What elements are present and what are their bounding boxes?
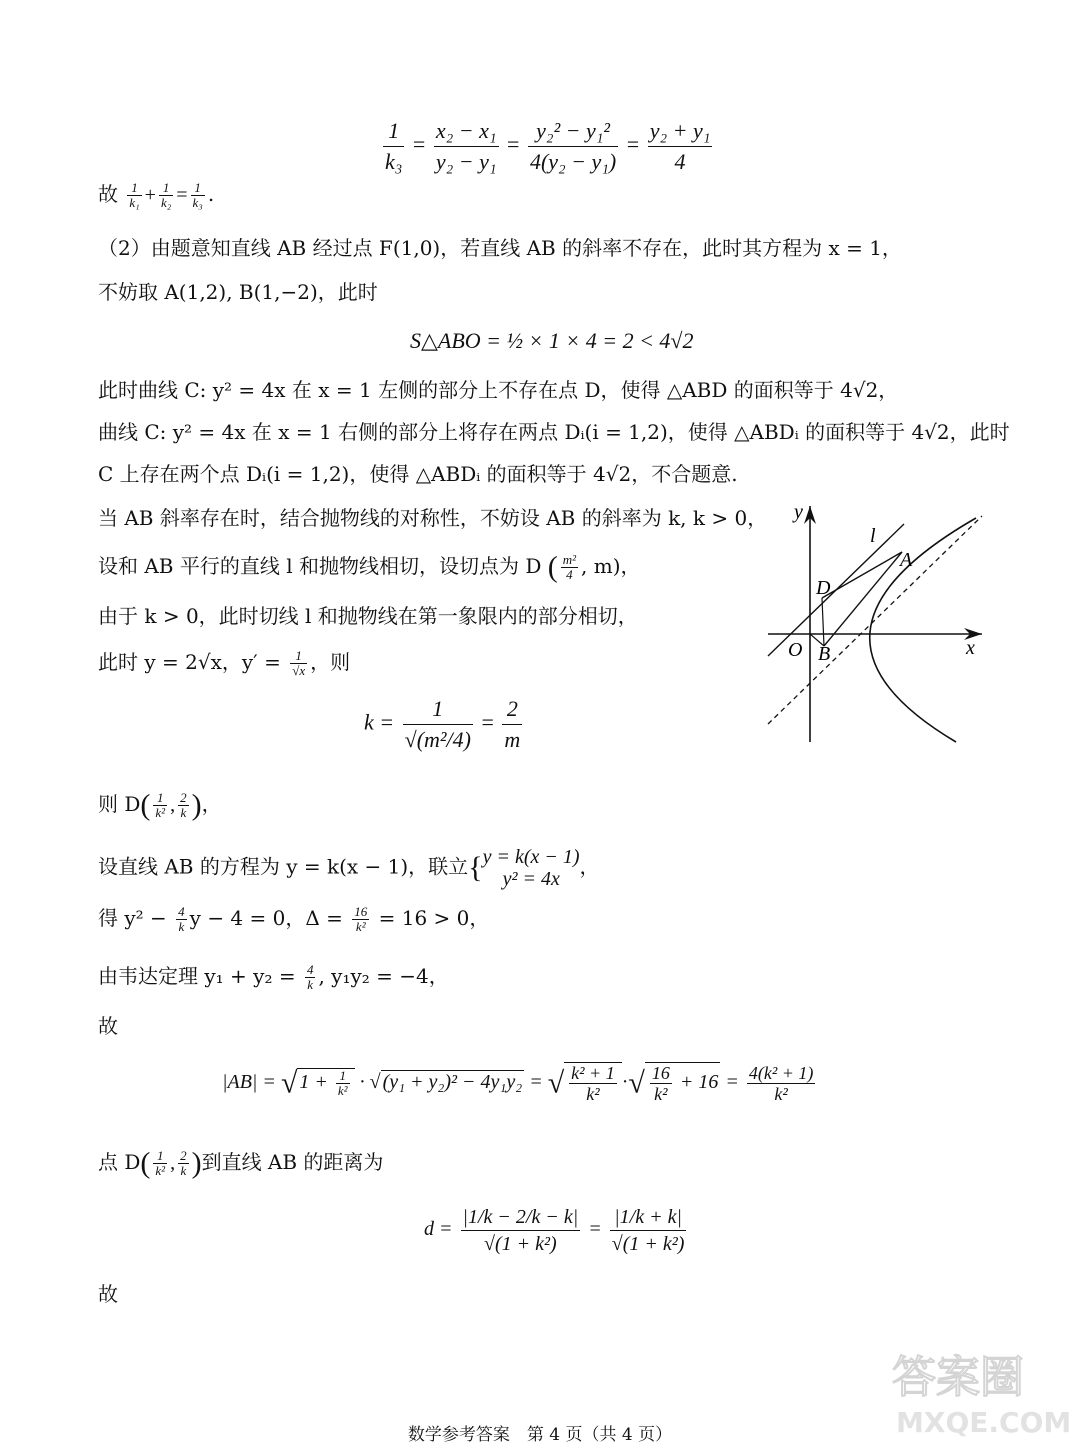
watermark-url: MXQE.COM xyxy=(896,1406,1072,1439)
text-segment: 设直线 AB 的方程为 y = k(x − 1)，联立 xyxy=(98,854,469,879)
frac-num: 1 xyxy=(153,1149,167,1164)
label-b: B xyxy=(818,643,831,665)
frac-num: 2 xyxy=(180,1148,187,1163)
text-segment: ，则 xyxy=(310,650,351,674)
label-x: x xyxy=(966,637,975,659)
frac-den: k xyxy=(180,805,187,820)
frac-num: 4 xyxy=(306,962,314,977)
text-segment: y − 4 = 0，Δ = xyxy=(189,906,350,930)
label-l: l xyxy=(870,525,876,547)
text-segment: d = xyxy=(424,1218,458,1241)
frac-den: k² xyxy=(774,1084,788,1104)
frac-num: 4 xyxy=(178,904,185,919)
text-line: 故 xyxy=(98,1014,118,1038)
derivative-line xyxy=(98,648,350,678)
text-line: 故 xyxy=(98,1282,118,1306)
frac-den: k₂ xyxy=(160,195,172,210)
equation-1-over-k3: $\frac{1}{\text{k₃}}$ = $\frac{\text{x₂ − x₁}}{\text{y₂ − y₁}}$ = $\frac{\text{y₂² − y₁²}}{\text{4(y₂ − y₁)}}$ = $\frac{\text{y₂ + y₁}}{4}$ xyxy=(380,116,715,177)
frac-num: 2 xyxy=(180,790,187,805)
frac-num: m² xyxy=(562,552,577,567)
equals: = xyxy=(475,709,500,735)
parabola-curve xyxy=(870,518,976,742)
area-equation: S△ABO = ½ × 1 × 4 = 2 < 4√2 xyxy=(410,328,694,353)
period: . xyxy=(207,182,215,206)
text-segment: , y₁y₂ = −4， xyxy=(318,964,449,988)
frac-num: |1/k − 2/k − k| xyxy=(461,1204,581,1231)
frac-den: √(m²/4) xyxy=(404,727,471,752)
frac-num: 16 xyxy=(354,904,368,919)
k-equation xyxy=(364,694,525,755)
frac-den: y₂ − y₁ xyxy=(435,149,497,174)
equals: = xyxy=(524,1071,548,1094)
frac-den: k₃ xyxy=(192,195,203,210)
frac-den: √(1 + k²) xyxy=(484,1233,557,1255)
frac-den: k xyxy=(178,919,185,934)
text-segment: , m)， xyxy=(581,554,641,578)
text-segment: ， xyxy=(201,792,222,816)
text-line: 不妨取 A(1,2), B(1,−2)，此时 xyxy=(98,280,378,304)
vieta-line xyxy=(98,962,449,992)
frac-num: 16 xyxy=(651,1063,670,1083)
text-segment: + 16 xyxy=(674,1071,719,1094)
frac-den: k² xyxy=(155,1163,166,1178)
tangent-point-line: 设和 AB 平行的直线 l 和抛物线相切，设切点为 D ( $\frac{\text{m²}}{4}$ , m)， xyxy=(98,550,641,584)
frac-den: k₃ xyxy=(385,149,403,174)
distance-equation xyxy=(424,1204,689,1257)
text-line: （2）由题意知直线 AB 经过点 F(1,0)，若直线 AB 的斜率不存在，此时其方程为 x = 1， xyxy=(98,236,902,260)
conclusion-line: 故 $\frac{1}{\text{k₁}}$ + $\frac{1}{\text{k₂}}$ = $\frac{1}{\text{k₃}}$ . xyxy=(98,180,215,210)
equals: = xyxy=(720,1071,744,1094)
text-line: 曲线 C: y² = 4x 在 x = 1 右侧的部分上将存在两点 Dᵢ(i = 1,2)，使得 △ABDᵢ 的面积等于 4√2，此时 xyxy=(98,420,1010,444)
frac-num: 1 xyxy=(403,694,473,725)
label-o: O xyxy=(788,639,803,661)
frac-num: |1/k + k| xyxy=(610,1204,687,1231)
text-line: C 上存在两个点 Dᵢ(i = 1,2)，使得 △ABDᵢ 的面积等于 4√2，不合题意. xyxy=(98,462,738,486)
text-line: 由于 k > 0，此时切线 l 和抛物线在第一象限内的部分相切， xyxy=(98,604,638,628)
frac-den: m xyxy=(504,727,521,752)
distance-intro-line: 点 D( $\frac{1}{\text{k²}}$ , $\frac{2}{k}$ )到直线 AB 的距离为 xyxy=(98,1146,384,1180)
system-line: 设直线 AB 的方程为 y = k(x − 1)，联立{ y = k(x − 1) y² = 4x ， xyxy=(98,846,600,890)
frac-den: k xyxy=(307,977,314,992)
text-segment: · xyxy=(354,1071,370,1094)
text-gu: 故 xyxy=(98,182,118,206)
frac-den: k² xyxy=(586,1084,600,1104)
frac-num: 1 xyxy=(383,116,404,147)
frac-den: 4 xyxy=(566,567,573,582)
frac-den: k₁ xyxy=(129,195,140,210)
text-segment: 设和 AB 平行的直线 l 和抛物线相切，设切点为 D xyxy=(98,554,542,578)
chord-ab xyxy=(824,552,902,646)
frac-den: k² xyxy=(355,919,366,934)
frac-den: √x xyxy=(292,663,306,678)
frac-den: √(1 + k²) xyxy=(611,1233,685,1255)
frac-num: 2 xyxy=(502,694,522,725)
sqrt-content: (y₁ + y₂)² − 4y₁y₂ xyxy=(382,1071,523,1094)
text-segment: 由韦达定理 y₁ + y₂ = xyxy=(98,964,302,988)
text-line: 当 AB 斜率存在时，结合抛物线的对称性，不妨设 AB 的斜率为 k, k > 0， xyxy=(98,506,768,530)
watermark-title: 答案圈 xyxy=(892,1352,1024,1403)
frac-den: 4(y₂ − y₁) xyxy=(529,149,617,174)
frac-num: 1 xyxy=(336,1069,350,1084)
text-segment: 得 y² − xyxy=(98,906,174,930)
text-segment: k = xyxy=(364,709,400,735)
frac-num: 4(k² + 1) xyxy=(748,1063,814,1083)
text-segment: 点 D xyxy=(98,1150,141,1174)
system-eq-1: y = k(x − 1) xyxy=(482,846,580,868)
quadratic-line xyxy=(98,904,489,934)
frac-den: 4 xyxy=(674,149,686,174)
frac-num: k² + 1 xyxy=(571,1063,615,1083)
frac-num: 1 xyxy=(159,181,173,196)
label-y: y xyxy=(794,501,803,523)
text-line: 此时曲线 C: y² = 4x 在 x = 1 左侧的部分上不存在点 D，使得 △ABD 的面积等于 4√2， xyxy=(98,378,899,402)
frac-den: k² xyxy=(654,1084,668,1104)
frac-den: k xyxy=(180,1163,187,1178)
text-segment: ， xyxy=(579,854,600,879)
frac-den: k² xyxy=(337,1083,348,1098)
ab-length-equation: |AB| = √ 1 + $\frac{1}{\text{k²}}$ · √ (y₁ + y₂)² − 4y₁y₂ = √ $\frac{\text{k² + 1}}{\text{k²}}$ ·√ $\frac{16}{\text{k²}}$ + 16 = $\frac{\text{4(k² + 1)}}{\text{k²}}$ xyxy=(222,1063,814,1104)
frac-num: x₂ − x₁ xyxy=(434,116,499,147)
frac-den: k² xyxy=(155,805,166,820)
text-segment: 则 D xyxy=(98,792,141,816)
label-d: D xyxy=(816,577,831,599)
text-segment: |AB| = xyxy=(222,1071,281,1094)
text-segment: 1 + xyxy=(299,1071,333,1094)
text-segment: 此时 y = 2√x，y′ = xyxy=(98,650,288,674)
frac-num: 1 xyxy=(153,791,167,806)
point-d-line: 则 D( $\frac{1}{\text{k²}}$ , $\frac{2}{k}$ )， xyxy=(98,788,222,822)
system-eq-2: y² = 4x xyxy=(502,868,560,890)
parabola-figure xyxy=(760,498,992,748)
frac-num: 1 xyxy=(191,181,205,196)
segment-db xyxy=(822,598,824,646)
frac-num: y₂ + y₁ xyxy=(648,116,713,147)
frac-num: y₂² − y₁² xyxy=(528,116,618,147)
frac-num: 1 xyxy=(127,181,141,196)
label-a: A xyxy=(900,549,913,571)
dashed-parallel-line xyxy=(768,516,982,724)
page-footer: 数学参考答案 第 4 页（共 4 页） xyxy=(407,1425,673,1445)
frac-num: 1 xyxy=(290,649,307,664)
text-segment: = 16 > 0， xyxy=(372,906,490,930)
segment-da xyxy=(822,552,902,598)
text-segment: 到直线 AB 的距离为 xyxy=(201,1150,384,1174)
equals: = xyxy=(583,1218,607,1241)
